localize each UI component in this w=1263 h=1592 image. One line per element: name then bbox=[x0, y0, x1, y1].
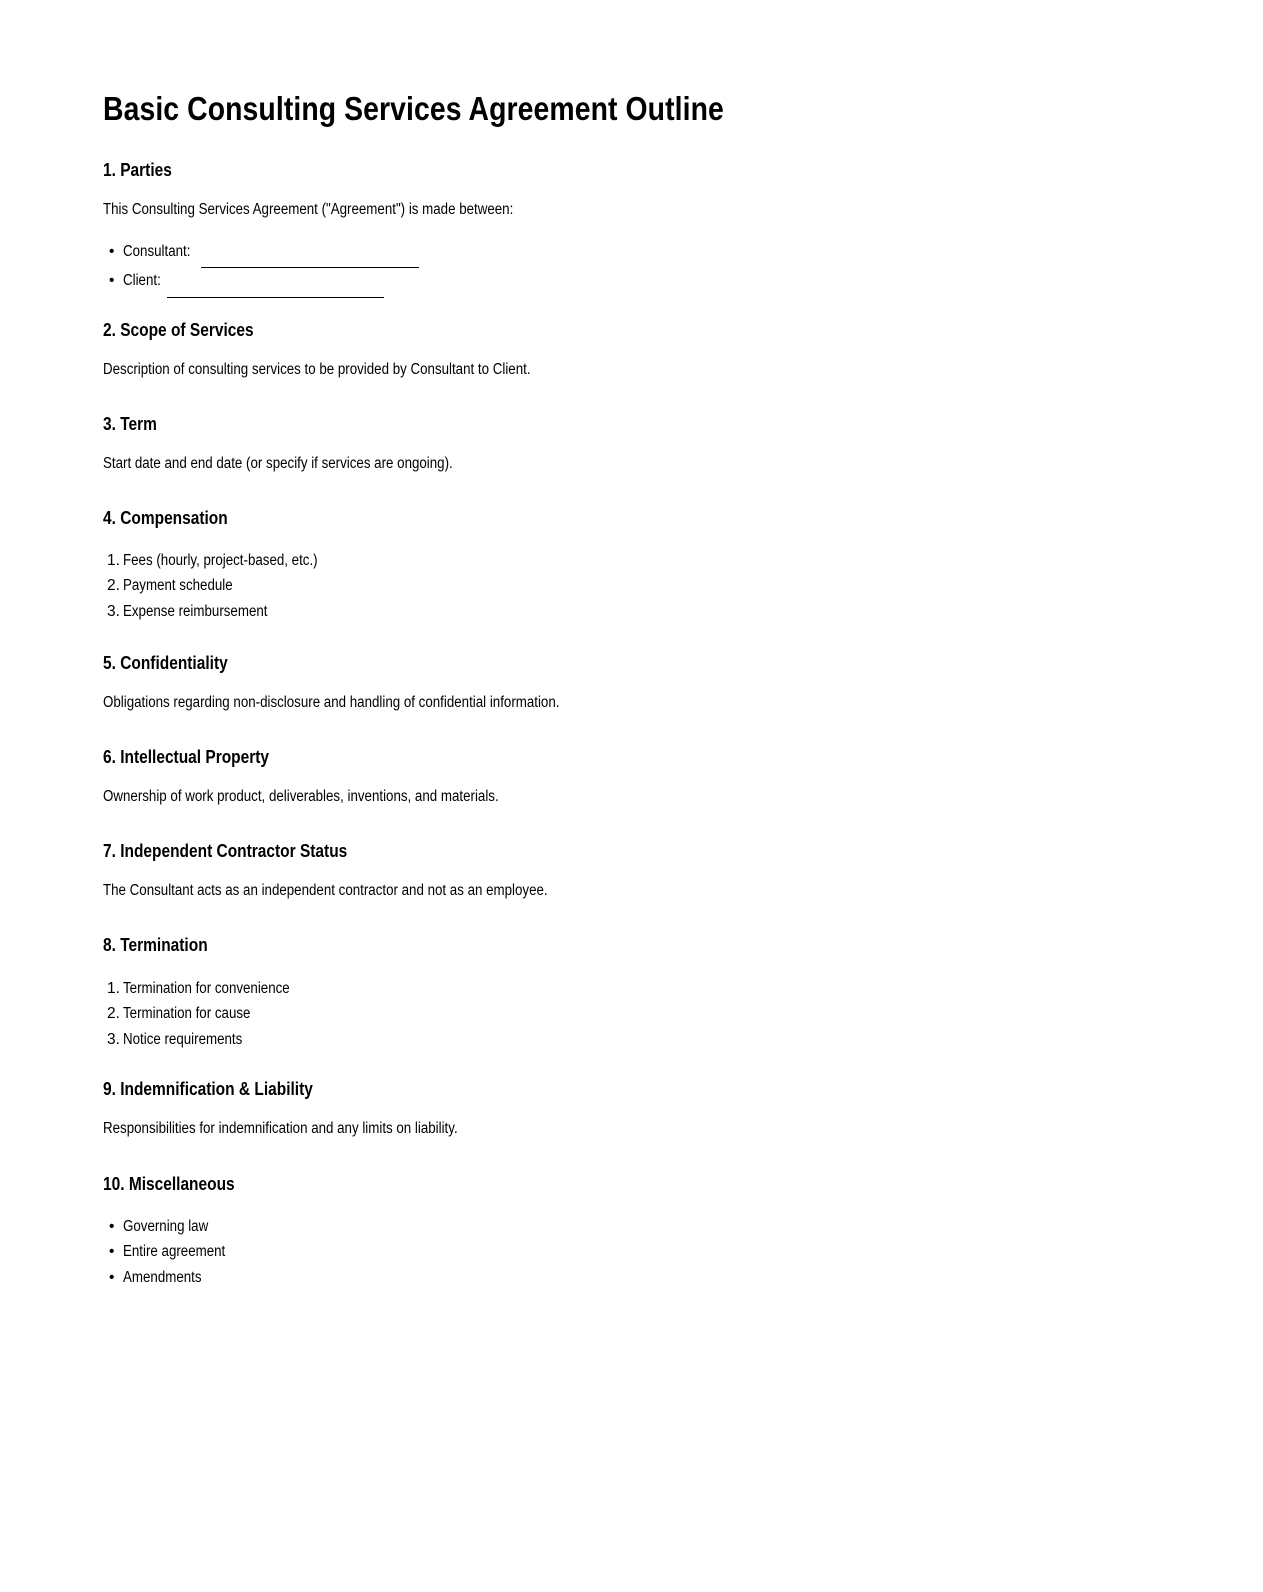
section-independent-contractor-status-body: The Consultant acts as an independent contractor and not as an employee. bbox=[103, 882, 548, 899]
section-heading-independent-contractor-status: 7. Independent Contractor Status bbox=[103, 841, 348, 861]
bullet-icon: • bbox=[109, 243, 115, 260]
bullet-icon: • bbox=[109, 1243, 115, 1261]
section-heading-confidentiality: 5. Confidentiality bbox=[103, 653, 228, 673]
list-item bbox=[103, 1265, 242, 1290]
list-item-label: Fees (hourly, project-based, etc.) bbox=[123, 552, 318, 569]
list-item bbox=[103, 1239, 242, 1264]
list-item-label: Amendments bbox=[123, 1268, 202, 1286]
list-item-label: Governing law bbox=[123, 1218, 209, 1235]
list-item bbox=[103, 268, 419, 297]
page-title bbox=[103, 92, 825, 125]
compensation-list bbox=[103, 548, 349, 624]
list-item-label: Termination for cause bbox=[123, 1005, 251, 1023]
section-indemnification-liability-body: Responsibilities for indemnification and any limits on liability. bbox=[103, 1120, 458, 1137]
list-item bbox=[103, 548, 349, 573]
section-heading-compensation: 4. Compensation bbox=[103, 508, 228, 528]
section-intellectual-property-body: Ownership of work product, deliverables, inventions, and materials. bbox=[103, 788, 499, 805]
section-heading-indemnification-liability: 9. Indemnification & Liability bbox=[103, 1079, 313, 1099]
bullet-icon: • bbox=[109, 1218, 115, 1235]
section-parties-intro: This Consulting Services Agreement ("Agreement") is made between: bbox=[103, 201, 514, 218]
list-item-label: Termination for convenience bbox=[123, 980, 290, 997]
consultant-blank-line[interactable] bbox=[201, 242, 419, 268]
list-marker: 3. bbox=[107, 1030, 120, 1048]
list-marker: 2. bbox=[107, 577, 120, 595]
list-item bbox=[103, 239, 419, 268]
list-item-label: Expense reimbursement bbox=[123, 602, 268, 620]
party-label-consultant: Consultant: bbox=[123, 243, 191, 260]
page-title-text: Basic Consulting Services Agreement Outline bbox=[103, 90, 724, 127]
section-heading-term: 3. Term bbox=[103, 414, 157, 434]
party-label-client: Client: bbox=[123, 272, 161, 290]
list-item-label: Notice requirements bbox=[123, 1030, 243, 1048]
section-scope-of-services-body: Description of consulting services to be provided by Consultant to Client. bbox=[103, 361, 531, 378]
section-heading-intellectual-property: 6. Intellectual Property bbox=[103, 747, 270, 767]
list-item-label: Entire agreement bbox=[123, 1243, 226, 1261]
termination-list bbox=[103, 976, 317, 1052]
list-marker: 2. bbox=[107, 1005, 120, 1023]
bullet-icon: • bbox=[109, 272, 115, 290]
list-item bbox=[103, 1001, 317, 1026]
section-confidentiality-body: Obligations regarding non-disclosure and handling of confidential information. bbox=[103, 694, 560, 711]
list-marker: 1. bbox=[107, 980, 120, 997]
section-term-body: Start date and end date (or specify if services are ongoing). bbox=[103, 455, 453, 472]
list-marker: 3. bbox=[107, 602, 120, 620]
section-heading-termination: 8. Termination bbox=[103, 935, 208, 955]
list-item-label: Payment schedule bbox=[123, 577, 233, 595]
list-item bbox=[103, 1214, 242, 1239]
list-item bbox=[103, 976, 317, 1001]
section-heading-scope-of-services: 2. Scope of Services bbox=[103, 320, 254, 340]
list-item bbox=[103, 573, 349, 598]
bullet-icon: • bbox=[109, 1268, 115, 1286]
section-heading-parties: 1. Parties bbox=[103, 160, 172, 180]
list-item bbox=[103, 1027, 317, 1052]
parties-list bbox=[103, 239, 419, 298]
client-blank-line[interactable] bbox=[167, 271, 384, 297]
list-item bbox=[103, 599, 349, 624]
miscellaneous-list bbox=[103, 1214, 242, 1290]
section-heading-miscellaneous: 10. Miscellaneous bbox=[103, 1174, 235, 1194]
list-marker: 1. bbox=[107, 552, 120, 569]
